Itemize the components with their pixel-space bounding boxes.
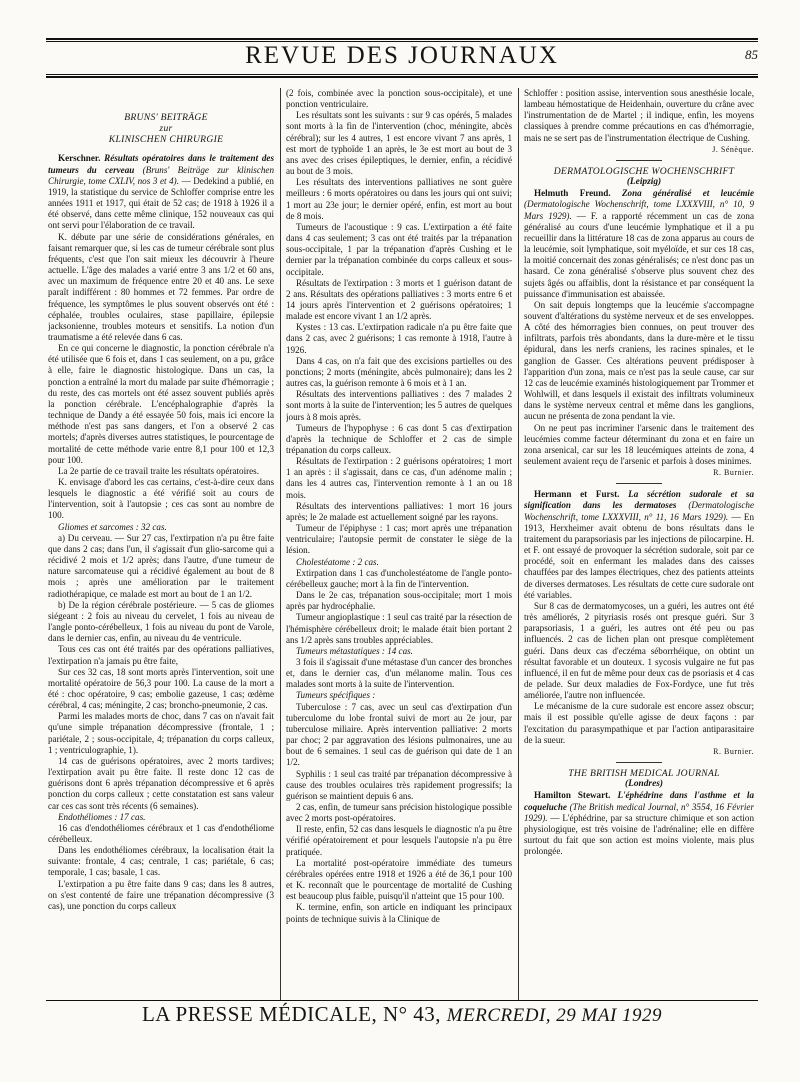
paragraph: En ce qui concerne le diagnostic, la ponction cérébrale n'a été utilisée que 6 fois et, dans 1 cas seulement, on a pu, grâce à elle, faire le diagnostic histologique. Dans un cas, la ponction a entraîné la mort du malade par suite d'hémorragie ; du reste, des cas mortels ont été assez souvent publiés après la ponction cérébrale. L'encéphalographie d'après la technique de Dandy a été essayée 50 fois, mais ici encore la méthode n'est pas sans dangers, et l'on a observé 2 cas mortels; d'après diverses autres statistiques, le pourcentage de mortalité de cette méthode varie entre 8,1 pour 100 et 12,3 pour 100.	[48, 343, 274, 465]
section-title-dermatologische: DERMATOLOGISCHE WOCHENSCHRIFT	[553, 165, 735, 177]
paragraph: — Dedekind a publié, en 1919, la statistique du service de Schloffer comprise entre les années 1911 et 1917, qui était de 52 cas; de 1918 à 1926 il a été observé, dans cette même clinique, 152 nouveaux cas qui ont servi pour l'élaboration de ce travail.	[48, 175, 274, 231]
article-reference: (The British medical Journal, n° 3554, 16 Février 1929).	[524, 801, 754, 823]
subheading-cholesteatome	[286, 557, 512, 568]
article-reference: (Dermatologische Wochenschrift, tome LXXXVIII, n° 10, 9 Mars 1929).	[524, 199, 754, 221]
top-rule-thick	[46, 38, 758, 40]
section-city-leipzig: (Leipzig)	[626, 177, 662, 188]
article-hermann-furst	[524, 489, 754, 601]
paragraph: 2 cas, enfin, de tumeur sans précision histologique possible avec 2 morts post-opératoires.	[286, 802, 512, 824]
paragraph: Résultats de l'extirpation : 2 guérisons opératoires; 1 mort 1 an après : il s'agissait, dans ce cas, d'un adénome malin ; dans les 4 autres cas, l'intervention remonte à 1 an ou 18 mois.	[286, 456, 512, 500]
footer	[46, 1002, 758, 1027]
article-author: Kerschner.	[58, 153, 101, 164]
paragraph: K. termine, enfin, son article en indiquant les principaux points de technique suivis à la Clinique de	[286, 902, 512, 924]
section-title-bruns: BRUNS' BEITRÄGE	[124, 112, 208, 123]
article-stewart	[524, 790, 754, 857]
subheading-text: Tumeurs métastatiques : 14 cas.	[296, 645, 413, 656]
paragraph: Sur ces 32 cas, 18 sont morts après l'intervention, soit une mortalité opératoire de 56,3 pour 100. La cause de la mort a été : choc opératoire, 9 cas; embolie gazeuse, 1 cas; œdème cérébral, 4 cas; méningite, 2 cas; broncho-pneumonie, 2 cas.	[48, 666, 274, 711]
paragraph: Dans les endothéliomes cérébraux, la localisation était la suivante: frontale, 4 cas; centrale, 1 cas; pariétale, 6 cas; temporale, 1 cas; basale, 1 cas.	[48, 845, 274, 878]
paragraph: Tumeurs de l'acoustique : 9 cas. L'extirpation a été faite dans 4 cas seulement; 3 cas ont été traités par la trépanation sous-occipitale, 1 par la trépanation d'après Cushing et le dernier par la trépanation combinée du corps calleux et sous-occipitale.	[286, 221, 512, 277]
separator-rule	[616, 160, 662, 161]
article-title: L'éphédrine dans l'asthme et la coqueluche	[524, 790, 754, 812]
paragraph: — F. a rapporté récemment un cas de zona généralisé au cours d'une leucémie lymphatique et il a pu recueillir dans la littérature 18 cas de zona apparus au cours de la leucémie, soit lymphatique, soit myéloïde, et sur ces 18 cas, la moitié concernait des zonas généralisés; ce n'est donc pas un hasard. Ce zona généralisé s'observe plus souvent chez des sujets âgés ou affaiblis, dont la résistance et par conséquent la puissance d'immunisation est abaissée.	[524, 210, 754, 299]
column-separator-left	[280, 88, 281, 1000]
subheading-specifiques	[286, 690, 512, 701]
paragraph: 3 fois il s'agissait d'une métastase d'un cancer des bronches et, dans le dernier cas, d'un mélanome malin. Tous ces malades sont morts à la suite de l'intervention.	[286, 656, 512, 690]
paragraph: On sait depuis longtemps que la leucémie s'accompagne souvent d'altérations du système nerveux et de ses enveloppes. A côté des hémorragies bien connues, on peut trouver des infiltrats, parfois très abondants, dans la dure-mère et le tissu épidural, dans les nerfs craniens, les racines spinales, et le ganglion de Gasser. Ces altérations peuvent prédisposer à l'apparition d'un zona, mais ce n'est pas la seule cause, car sur 12 cas de leucémie examinés histologiquement par Trommer et Wohlwill, et dans lesquels il existait des infiltrats volumineux dans le système nerveux central et même dans les ganglions, aucun ne présenta de zona pendant la vie.	[524, 299, 754, 422]
paragraph: On ne peut pas incriminer l'arsenic dans le traitement des leucémies comme facteur déterminant du zona et en faire un zona arsenical, car sur les 18 leucémiques atteints de zona, 4 seulement avaient reçu de l'arsenic et parfois à doses minimes.	[524, 422, 754, 466]
subheading-metastatiques	[286, 646, 512, 657]
paragraph: Sur 8 cas de dermatomycoses, un a guéri, les autres ont été très améliorés, 2 pityriasis rosés ont presque guéri. Sur 3 parapsoriasis, 1 a guéri, les autres ont été peu ou pas influencés. 2 cas de lichen plan ont presque complètement guéri. Dans deux cas d'eczéma séborrhéique, on obtint un résultat favorable et un douteux. 1 sycosis vulgaire ne fut pas influencé, il en fut de même pour deux cas de psoriasis et 4 cas de pelade. Sur deux maladies de Fox-Fordyce, une fut très améliorée, l'autre non influencée.	[524, 600, 754, 701]
paragraph: Il reste, enfin, 52 cas dans lesquels le diagnostic n'a pu être vérifié opératoirement et pour lesquels l'autopsie n'a pu être pratiquée.	[286, 824, 512, 857]
paragraph: Les résultats sont les suivants : sur 9 cas opérés, 5 malades sont morts à la fin de l'intervention (choc, méningite, abcès cérébral); sur les 4 autres, 1 est encore vivant 7 ans après, 1 est mort de typhoïde 1 an après, le 3e est mort au bout de 3 ans avec des crises épileptiques, le dernier, enfin, a récidivé au bout de 3 mois.	[286, 110, 512, 177]
separator-rule	[616, 762, 662, 763]
article-title: La sécrétion sudorale et sa signification dans les dermatoses	[524, 489, 754, 511]
signature-seneque: J. Sénèque.	[712, 144, 754, 154]
paragraph: Tumeur de l'épiphyse : 1 cas; mort après une trépanation ventriculaire; l'autopsie permit de constater le siège de la lésion.	[286, 523, 512, 556]
paragraph: — En 1913, Herxheimer avait obtenu de bons résultats dans le traitement du parapsoriasis par les injections de pilocarpine. H. et F. ont essayé de provoquer la sécrétion sudorale, soit par ce procédé, soit en enfermant les malades dans des caisses chauffées par des lampes électriques, chez des patients atteints de diverses dermatoses. Les résultats de cette cure sudorale ont été variables.	[524, 511, 754, 600]
footer-journal: LA PRESSE MÉDICALE, N° 43,	[141, 1002, 442, 1026]
subheading-text: Cholestéatome : 2 cas.	[296, 556, 379, 567]
article-author: Hermann et Furst.	[534, 489, 620, 500]
paragraph: La mortalité post-opératoire immédiate des tumeurs cérébrales opérées entre 1918 et 1926 a été de 36,1 pour 100 et K. reconnaît que le pourcentage de mortalité de Cushing est beaucoup plus faible, puisqu'il n'atteint que 15 pour 100.	[286, 857, 512, 902]
column-left	[48, 88, 274, 1004]
subheading-gliomes	[48, 522, 274, 533]
paragraph: L'extirpation a pu être faite dans 9 cas; dans les 8 autres, on s'est contenté de faire une trépanation décompressive (3 cas), une ponction du corps calleux	[48, 878, 274, 911]
paragraph: Extirpation dans 1 cas d'uncholestéatome de l'angle ponto-cérébelleux gauche; mort à la fin de l'intervention.	[286, 567, 512, 589]
section-subtitle-chirurgie: KLINISCHEN CHIRURGIE	[108, 134, 224, 146]
column-separator-right	[518, 88, 519, 1000]
section-title-bmj: THE BRITISH MEDICAL JOURNAL	[568, 768, 720, 780]
header-rule-thick	[46, 76, 758, 78]
section-subtitle-zur: zur	[159, 123, 173, 135]
article-title: Résultats opératoires dans le traitement des tumeurs du cerveau	[48, 153, 274, 175]
footer-date: MERCREDI, 29 MAI 1929	[446, 1005, 663, 1026]
paragraph: a) Du cerveau. — Sur 27 cas, l'extirpation n'a pu être faite que dans 2 cas; dans l'un, il s'agissait d'un glio-sarcome qui a récidivé 2 mois et 1/2 après; dans l'autre, d'une tumeur de nature sarcomateuse qui a récidivé également au bout de 8 mois ; après une amélioration par le traitement radiothérapique, ce malade est mort au bout de 1 an 1/2.	[48, 532, 274, 599]
subheading-text: Tumeurs spécifiques :	[296, 690, 376, 701]
paragraph: (2 fois, combinée avec la ponction sous-occipitale), et une ponction ventriculaire.	[286, 88, 512, 110]
article-title: Zona généralisé et leucémie	[621, 188, 754, 199]
subheading-endotheliomes	[48, 812, 274, 823]
paragraph: Schloffer : position assise, intervention sous anesthésie locale, lambeau hémostatique de Heidenhain, ouverture du crâne avec l'instrumentation de de Martel ; il indique, enfin, les moyens classiques à prendre comme précautions en cas d'hémorragie, mais ne se sert pas de l'instrumentation électrique de Cushing.	[524, 88, 754, 143]
paragraph: Tuberculose : 7 cas, avec un seul cas d'extirpation d'un tuberculome du lobe frontal suivi de mort au 2e jour, par tuberculose miliaire. Après intervention palliative: 2 morts par choc; 2 par aggravation des lésions pulmonaires, une au bout de 6 semaines. 1 seul cas de guérison qui date de 1 an 1/2.	[286, 701, 512, 768]
paragraph: Syphilis : 1 seul cas traité par trépanation décompressive à cause des troubles oculaires très rapidement progressifs; la guérison se maintient depuis 6 ans.	[286, 768, 512, 801]
section-city-londres: (Londres)	[624, 779, 664, 790]
column-right	[524, 88, 754, 1004]
paragraph: Dans le 2e cas, trépanation sous-occipitale; mort 1 mois après par hydrocéphalie.	[286, 590, 512, 612]
paragraph: b) De la région cérébrale postérieure. — 5 cas de gliomes siégeant : 2 fois au niveau du cervelet, 1 fois au niveau de l'angle ponto-cérébelleux, 1 fois au niveau du pont de Varole, dans le dernier cas, enfin, au niveau du 4e ventricule.	[48, 599, 274, 644]
paragraph: — L'éphédrine, par sa structure chimique et son action physiologique, est très voisine de l'adrénaline; elle en diffère surtout du fait que son action est moins violente, mais plus prolongée.	[524, 812, 754, 857]
paragraph: Tumeur angioplastique : 1 seul cas traité par la résection de l'hémisphère cérébelleux droit; le malade était bien portant 2 ans 1/2 après sans troubles appréciables.	[286, 612, 512, 645]
header-rule-thin	[46, 74, 758, 75]
article-reference: (Bruns' Beiträge zur klinischen Chirurgie, tome CXLIV, nos 3 et 4).	[48, 164, 274, 186]
paragraph: La 2e partie de ce travail traite les résultats opératoires.	[58, 465, 259, 476]
paragraph: 14 cas de guérisons opératoires, avec 2 morts tardives; l'extirpation avait pu être faite. Il reste donc 12 cas de guérisons dont 6 après trépanation décompressive et 6 après ponction du corps calleux ; cette constatation est sans valeur car ces cas sont très récents (6 semaines).	[48, 755, 274, 811]
paragraph: 16 cas d'endothéliomes cérébraux et 1 cas d'endothéliome cérébelleux.	[48, 822, 274, 844]
subheading-text: Gliomes et sarcomes : 32 cas.	[58, 521, 167, 532]
journal-title: REVUE DES JOURNAUX	[245, 42, 559, 69]
article-author: Helmuth Freund.	[534, 188, 611, 199]
article-reference: (Dermatologische Wochenschrift, tome LXXXVIII, n° 11, 16 Mars 1929).	[524, 500, 754, 522]
paragraph: Tous ces cas ont été traités par des opérations palliatives, l'extirpation n'a jamais pu être faite,	[48, 644, 274, 666]
paragraph: Le mécanisme de la cure sudorale est encore assez obscur; mais il est possible qu'elle agisse de deux façons : par l'excitation du parasympathique et par l'action antiparasitaire de la sueur.	[524, 701, 754, 745]
paragraph: K. débute par une série de considérations générales, en faisant remarquer que, si les cas de tumeur cérébrale sont plus fréquents, c'est que l'on sait mieux les découvrir à l'heure actuelle. L'âge des malades a varié entre 3 ans 1/2 et 60 ans, avec un maximum de fréquence entre 20 et 40 ans. Le sexe paraît indifférent : 80 hommes et 72 femmes. Par ordre de fréquence, les symptômes le plus souvent observés ont été : céphalée, troubles oculaires, stase papillaire, épilepsie jacksonienne, troubles moteurs et sensitifs. La notion d'un traumatisme a été relevée dans 6 cas.	[48, 231, 274, 342]
page-number: 85	[745, 47, 758, 62]
paragraph: Parmi les malades morts de choc, dans 7 cas on n'avait fait qu'une simple trépanation décompressive (frontale, 1 ; pariétale, 2 ; sous-occipitale, 4; trépanation du corps calleux, 1 ; ventriculographie, 1).	[48, 711, 274, 755]
signature-burnier: R. Burnier.	[713, 746, 754, 756]
footer-rule	[46, 1000, 758, 1001]
article-freund	[524, 188, 754, 300]
paragraph: Résultats des interventions palliatives: 1 mort 16 jours après; le 2e malade est actuellement soigné par les rayons.	[286, 500, 512, 522]
separator-rule	[616, 483, 662, 484]
subheading-text: Endothéliomes : 17 cas.	[58, 811, 146, 822]
paragraph: Dans 4 cas, on n'a fait que des excisions partielles ou des ponctions; 2 morts (méningite, abcès pulmonaire); dans les 2 autres cas, la guérison remonte à 6 mois et à 1 an.	[286, 355, 512, 389]
column-middle	[286, 88, 512, 1004]
paragraph: Tumeurs de l'hypophyse : 6 cas dont 5 cas d'extirpation d'après la technique de Schloffer et 2 cas de simple trépanation du corps calleux.	[286, 422, 512, 455]
paragraph: Les résultats des interventions palliatives ne sont guère meilleurs : 6 morts opératoires ou dans les jours qui ont suivi; 1 mort au 23e jour; le dernier opéré, enfin, est mort au bout de 8 mois.	[286, 177, 512, 221]
paragraph: Résultats de l'extirpation : 3 morts et 1 guérison datant de 2 ans. Résultats des opérations palliatives : 3 morts entre 6 et 14 jours après l'intervention et 2 guérisons opératoires; 1 malade est encore vivant 1 an 1/2 après.	[286, 277, 512, 322]
signature-burnier: R. Burnier.	[713, 468, 754, 478]
paragraph: K. envisage d'abord les cas certains, c'est-à-dire ceux dans lesquels le diagnostic a été vérifié soit au cours de l'intervention, soit à l'autopsie ; ces cas sont au nombre de 100.	[48, 477, 274, 521]
article-author: Hamilton Stewart.	[534, 790, 611, 801]
article-kerschner	[48, 153, 274, 231]
paragraph: Résultats des interventions palliatives : des 7 malades 2 sont morts à la suite de l'intervention; les 5 autres de quelques jours à 8 mois après.	[286, 389, 512, 422]
paragraph: Kystes : 13 cas. L'extirpation radicale n'a pu être faite que dans 2 cas, avec 2 guérisons; 1 cas remonte à 1918, l'autre à 1926.	[286, 322, 512, 355]
